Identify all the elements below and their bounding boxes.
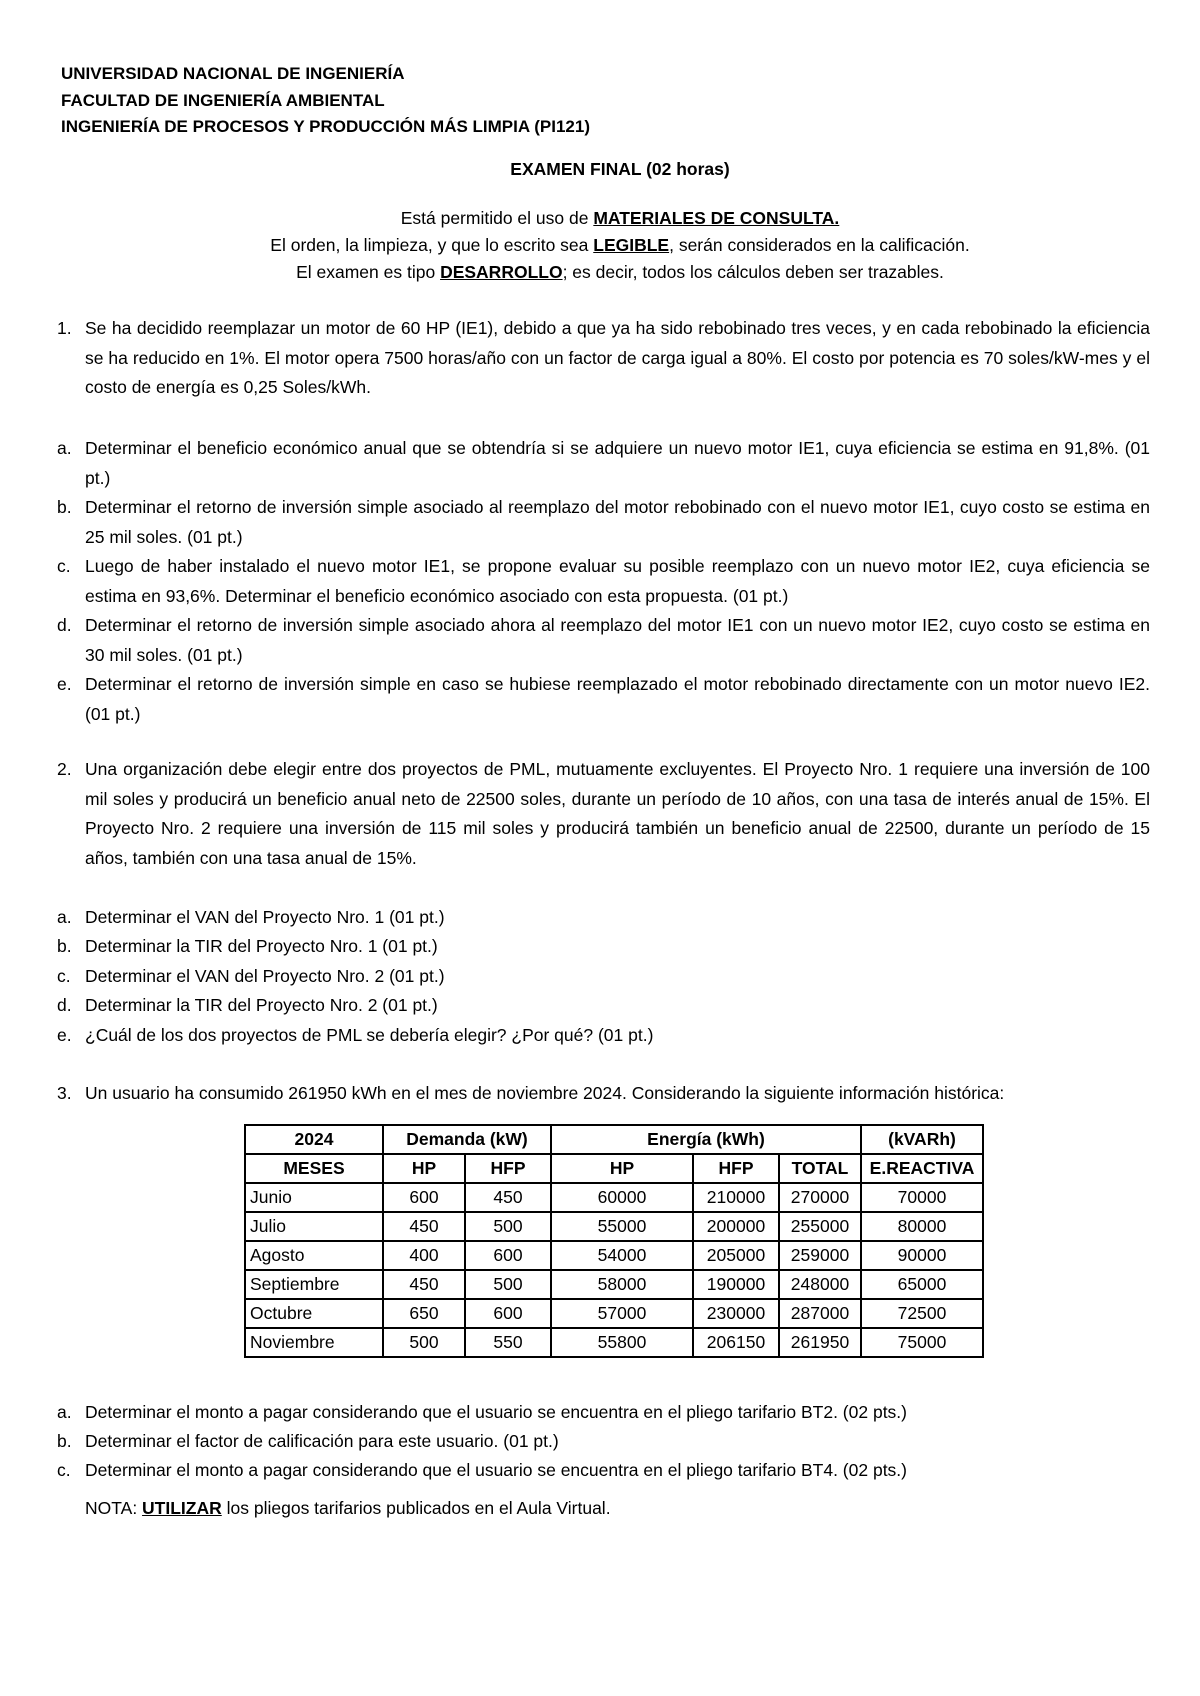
table-row	[245, 1241, 983, 1270]
note	[85, 1498, 611, 1519]
historical-data-table	[244, 1124, 984, 1358]
q2-item-e	[57, 1021, 1150, 1051]
item-text: Determinar el retorno de inversión simple en caso se hubiese reemplazado el motor rebobinado directamente con un motor nuevo IE2. (01 pt.)	[85, 674, 1150, 724]
month-cell: Julio	[245, 1212, 383, 1241]
rule-1	[0, 205, 1200, 232]
rule-2-text: El orden, la limpieza, y que lo escrito sea	[270, 235, 594, 255]
item-text: Determinar el VAN del Proyecto Nro. 2 (01 pt.)	[85, 966, 445, 986]
course-name: INGENIERÍA DE PROCESOS Y PRODUCCIÓN MÁS LIMPIA (PI121)	[61, 117, 590, 136]
q1-item-e	[57, 670, 1150, 729]
table-cell: 450	[465, 1183, 551, 1212]
item-mark: a.	[57, 907, 72, 927]
item-mark: d.	[57, 615, 72, 635]
table-cell: 270000	[779, 1183, 861, 1212]
table-cell: 248000	[779, 1270, 861, 1299]
q1-item-c	[57, 552, 1150, 611]
item-mark: a.	[57, 438, 72, 458]
question-number: 2.	[57, 759, 72, 779]
question-number: 1.	[57, 318, 72, 338]
table-row	[245, 1299, 983, 1328]
header-year: 2024	[245, 1125, 383, 1154]
item-mark: b.	[57, 1431, 72, 1451]
university-name: UNIVERSIDAD NACIONAL DE INGENIERÍA	[61, 64, 405, 83]
table-cell: 70000	[861, 1183, 983, 1212]
table-cell: 210000	[693, 1183, 779, 1212]
header-e-reactiva: E.REACTIVA	[861, 1154, 983, 1183]
header-hfp: HFP	[693, 1154, 779, 1183]
table-cell: 72500	[861, 1299, 983, 1328]
question-text: Una organización debe elegir entre dos proyectos de PML, mutuamente excluyentes. El Proyecto Nro. 1 requiere una inversión de 100 mil soles y producirá un beneficio anual neto de 22500 soles, durante un período de 10 años, con una tasa de interés anual de 15%. El Proyecto Nro. 2 requiere una inversión de 115 mil soles y producirá también un beneficio anual de 22500, durante un período de 15 años, también con una tasa anual de 15%.	[85, 759, 1150, 868]
exam-title: EXAMEN FINAL (02 horas)	[510, 159, 730, 179]
rule-3-text: El examen es tipo	[296, 262, 441, 282]
month-cell: Agosto	[245, 1241, 383, 1270]
exam-rules	[0, 205, 1200, 286]
table-row	[245, 1270, 983, 1299]
item-text: Determinar el monto a pagar considerando que el usuario se encuentra en el pliego tarifario BT4. (02 pts.)	[85, 1460, 907, 1480]
header-energia: Energía (kWh)	[551, 1125, 861, 1154]
q1-item-d	[57, 611, 1150, 670]
table-cell: 54000	[551, 1241, 693, 1270]
table-cell: 55800	[551, 1328, 693, 1357]
rule-1-text: Está permitido el uso de	[400, 208, 594, 228]
item-text: Determinar el factor de calificación para este usuario. (01 pt.)	[85, 1431, 559, 1451]
table-cell: 55000	[551, 1212, 693, 1241]
q3-item-c	[57, 1456, 1150, 1486]
note-label: NOTA:	[85, 1498, 143, 1518]
table-row	[245, 1328, 983, 1357]
table-row	[245, 1212, 983, 1241]
header-kvarh: (kVARh)	[861, 1125, 983, 1154]
item-text: Determinar el monto a pagar considerando que el usuario se encuentra en el pliego tarifario BT2. (02 pts.)	[85, 1402, 907, 1422]
table-cell: 80000	[861, 1212, 983, 1241]
item-mark: b.	[57, 936, 72, 956]
table-cell: 500	[465, 1270, 551, 1299]
header-demanda: Demanda (kW)	[383, 1125, 551, 1154]
question-3	[57, 1079, 1150, 1109]
item-mark: e.	[57, 1025, 72, 1045]
table-cell: 600	[383, 1183, 465, 1212]
item-text: Determinar el retorno de inversión simple asociado ahora al reemplazo del motor IE1 con un nuevo motor IE2, cuyo costo se estima en 30 mil soles. (01 pt.)	[85, 615, 1150, 665]
rule-3	[0, 259, 1200, 286]
table-cell: 450	[383, 1270, 465, 1299]
table-subheader-row	[245, 1154, 983, 1183]
table-cell: 58000	[551, 1270, 693, 1299]
header-meses: MESES	[245, 1154, 383, 1183]
faculty-name: FACULTAD DE INGENIERÍA AMBIENTAL	[61, 90, 385, 110]
q1-item-a	[57, 434, 1150, 493]
header-hp: HP	[551, 1154, 693, 1183]
table-cell: 90000	[861, 1241, 983, 1270]
question-text: Un usuario ha consumido 261950 kWh en el mes de noviembre 2024. Considerando la siguiente información histórica:	[85, 1083, 1005, 1103]
item-text: Determinar el retorno de inversión simple asociado al reemplazo del motor rebobinado con el nuevo motor IE1, cuyo costo se estima en 25 mil soles. (01 pt.)	[85, 497, 1150, 547]
item-mark: c.	[57, 556, 71, 576]
table-cell: 255000	[779, 1212, 861, 1241]
month-cell: Septiembre	[245, 1270, 383, 1299]
note-emphasis: UTILIZAR	[142, 1498, 222, 1518]
table-cell: 75000	[861, 1328, 983, 1357]
header-hfp: HFP	[465, 1154, 551, 1183]
month-cell: Noviembre	[245, 1328, 383, 1357]
table-cell: 205000	[693, 1241, 779, 1270]
table-cell: 500	[465, 1212, 551, 1241]
rule-2-text-end: , serán considerados en la calificación.	[669, 235, 970, 255]
item-text: Determinar la TIR del Proyecto Nro. 2 (01 pt.)	[85, 995, 438, 1015]
header-hp: HP	[383, 1154, 465, 1183]
item-text: Determinar el beneficio económico anual que se obtendría si se adquiere un nuevo motor IE1, cuya eficiencia se estima en 91,8%. (01 pt.)	[85, 438, 1150, 488]
item-mark: c.	[57, 1460, 71, 1480]
item-mark: a.	[57, 1402, 72, 1422]
rule-3-text-end: ; es decir, todos los cálculos deben ser trazables.	[562, 262, 944, 282]
item-mark: b.	[57, 497, 72, 517]
table-cell: 600	[465, 1241, 551, 1270]
table-cell: 600	[465, 1299, 551, 1328]
item-mark: e.	[57, 674, 72, 694]
rule-2	[0, 232, 1200, 259]
item-mark: c.	[57, 966, 71, 986]
table-cell: 60000	[551, 1183, 693, 1212]
rule-2-emphasis: LEGIBLE	[593, 235, 670, 255]
item-text: Determinar el VAN del Proyecto Nro. 1 (01 pt.)	[85, 907, 445, 927]
month-cell: Octubre	[245, 1299, 383, 1328]
table-cell: 287000	[779, 1299, 861, 1328]
note-text: los pliegos tarifarios publicados en el Aula Virtual.	[221, 1498, 611, 1518]
rule-3-emphasis: DESARROLLO	[440, 262, 563, 282]
q2-item-a	[57, 903, 1150, 933]
table-cell: 550	[465, 1328, 551, 1357]
rule-1-emphasis: MATERIALES DE CONSULTA.	[593, 208, 840, 228]
q2-item-c	[57, 962, 1150, 992]
table-cell: 400	[383, 1241, 465, 1270]
table-cell: 450	[383, 1212, 465, 1241]
institution-header	[61, 61, 590, 141]
q3-item-b	[57, 1427, 1150, 1457]
question-1	[57, 314, 1150, 403]
table-cell: 259000	[779, 1241, 861, 1270]
table-cell: 650	[383, 1299, 465, 1328]
item-text: Luego de haber instalado el nuevo motor IE1, se propone evaluar su posible reemplazo con un nuevo motor IE2, cuya eficiencia se estima en 93,6%. Determinar el beneficio económico asociado con esta propuesta. (01 pt.)	[85, 556, 1150, 606]
q1-item-b	[57, 493, 1150, 552]
table-cell: 500	[383, 1328, 465, 1357]
table-cell: 57000	[551, 1299, 693, 1328]
q3-item-a	[57, 1398, 1150, 1428]
question-2	[57, 755, 1150, 873]
q2-item-d	[57, 991, 1150, 1021]
month-cell: Junio	[245, 1183, 383, 1212]
table-row	[245, 1183, 983, 1212]
table-cell: 190000	[693, 1270, 779, 1299]
table-cell: 200000	[693, 1212, 779, 1241]
item-mark: d.	[57, 995, 72, 1015]
table-cell: 206150	[693, 1328, 779, 1357]
question-text: Se ha decidido reemplazar un motor de 60 HP (IE1), debido a que ya ha sido rebobinado tres veces, y en cada rebobinado la eficiencia se ha reducido en 1%. El motor opera 7500 horas/año con un factor de carga igual a 80%. El costo por potencia es 70 soles/kW-mes y el costo de energía es 0,25 Soles/kWh.	[85, 318, 1150, 397]
table-cell: 261950	[779, 1328, 861, 1357]
item-text: Determinar la TIR del Proyecto Nro. 1 (01 pt.)	[85, 936, 438, 956]
item-text: ¿Cuál de los dos proyectos de PML se debería elegir? ¿Por qué? (01 pt.)	[85, 1025, 654, 1045]
header-total: TOTAL	[779, 1154, 861, 1183]
question-number: 3.	[57, 1083, 72, 1103]
table-cell: 230000	[693, 1299, 779, 1328]
q2-item-b	[57, 932, 1150, 962]
table-header-row	[245, 1125, 983, 1154]
table-cell: 65000	[861, 1270, 983, 1299]
